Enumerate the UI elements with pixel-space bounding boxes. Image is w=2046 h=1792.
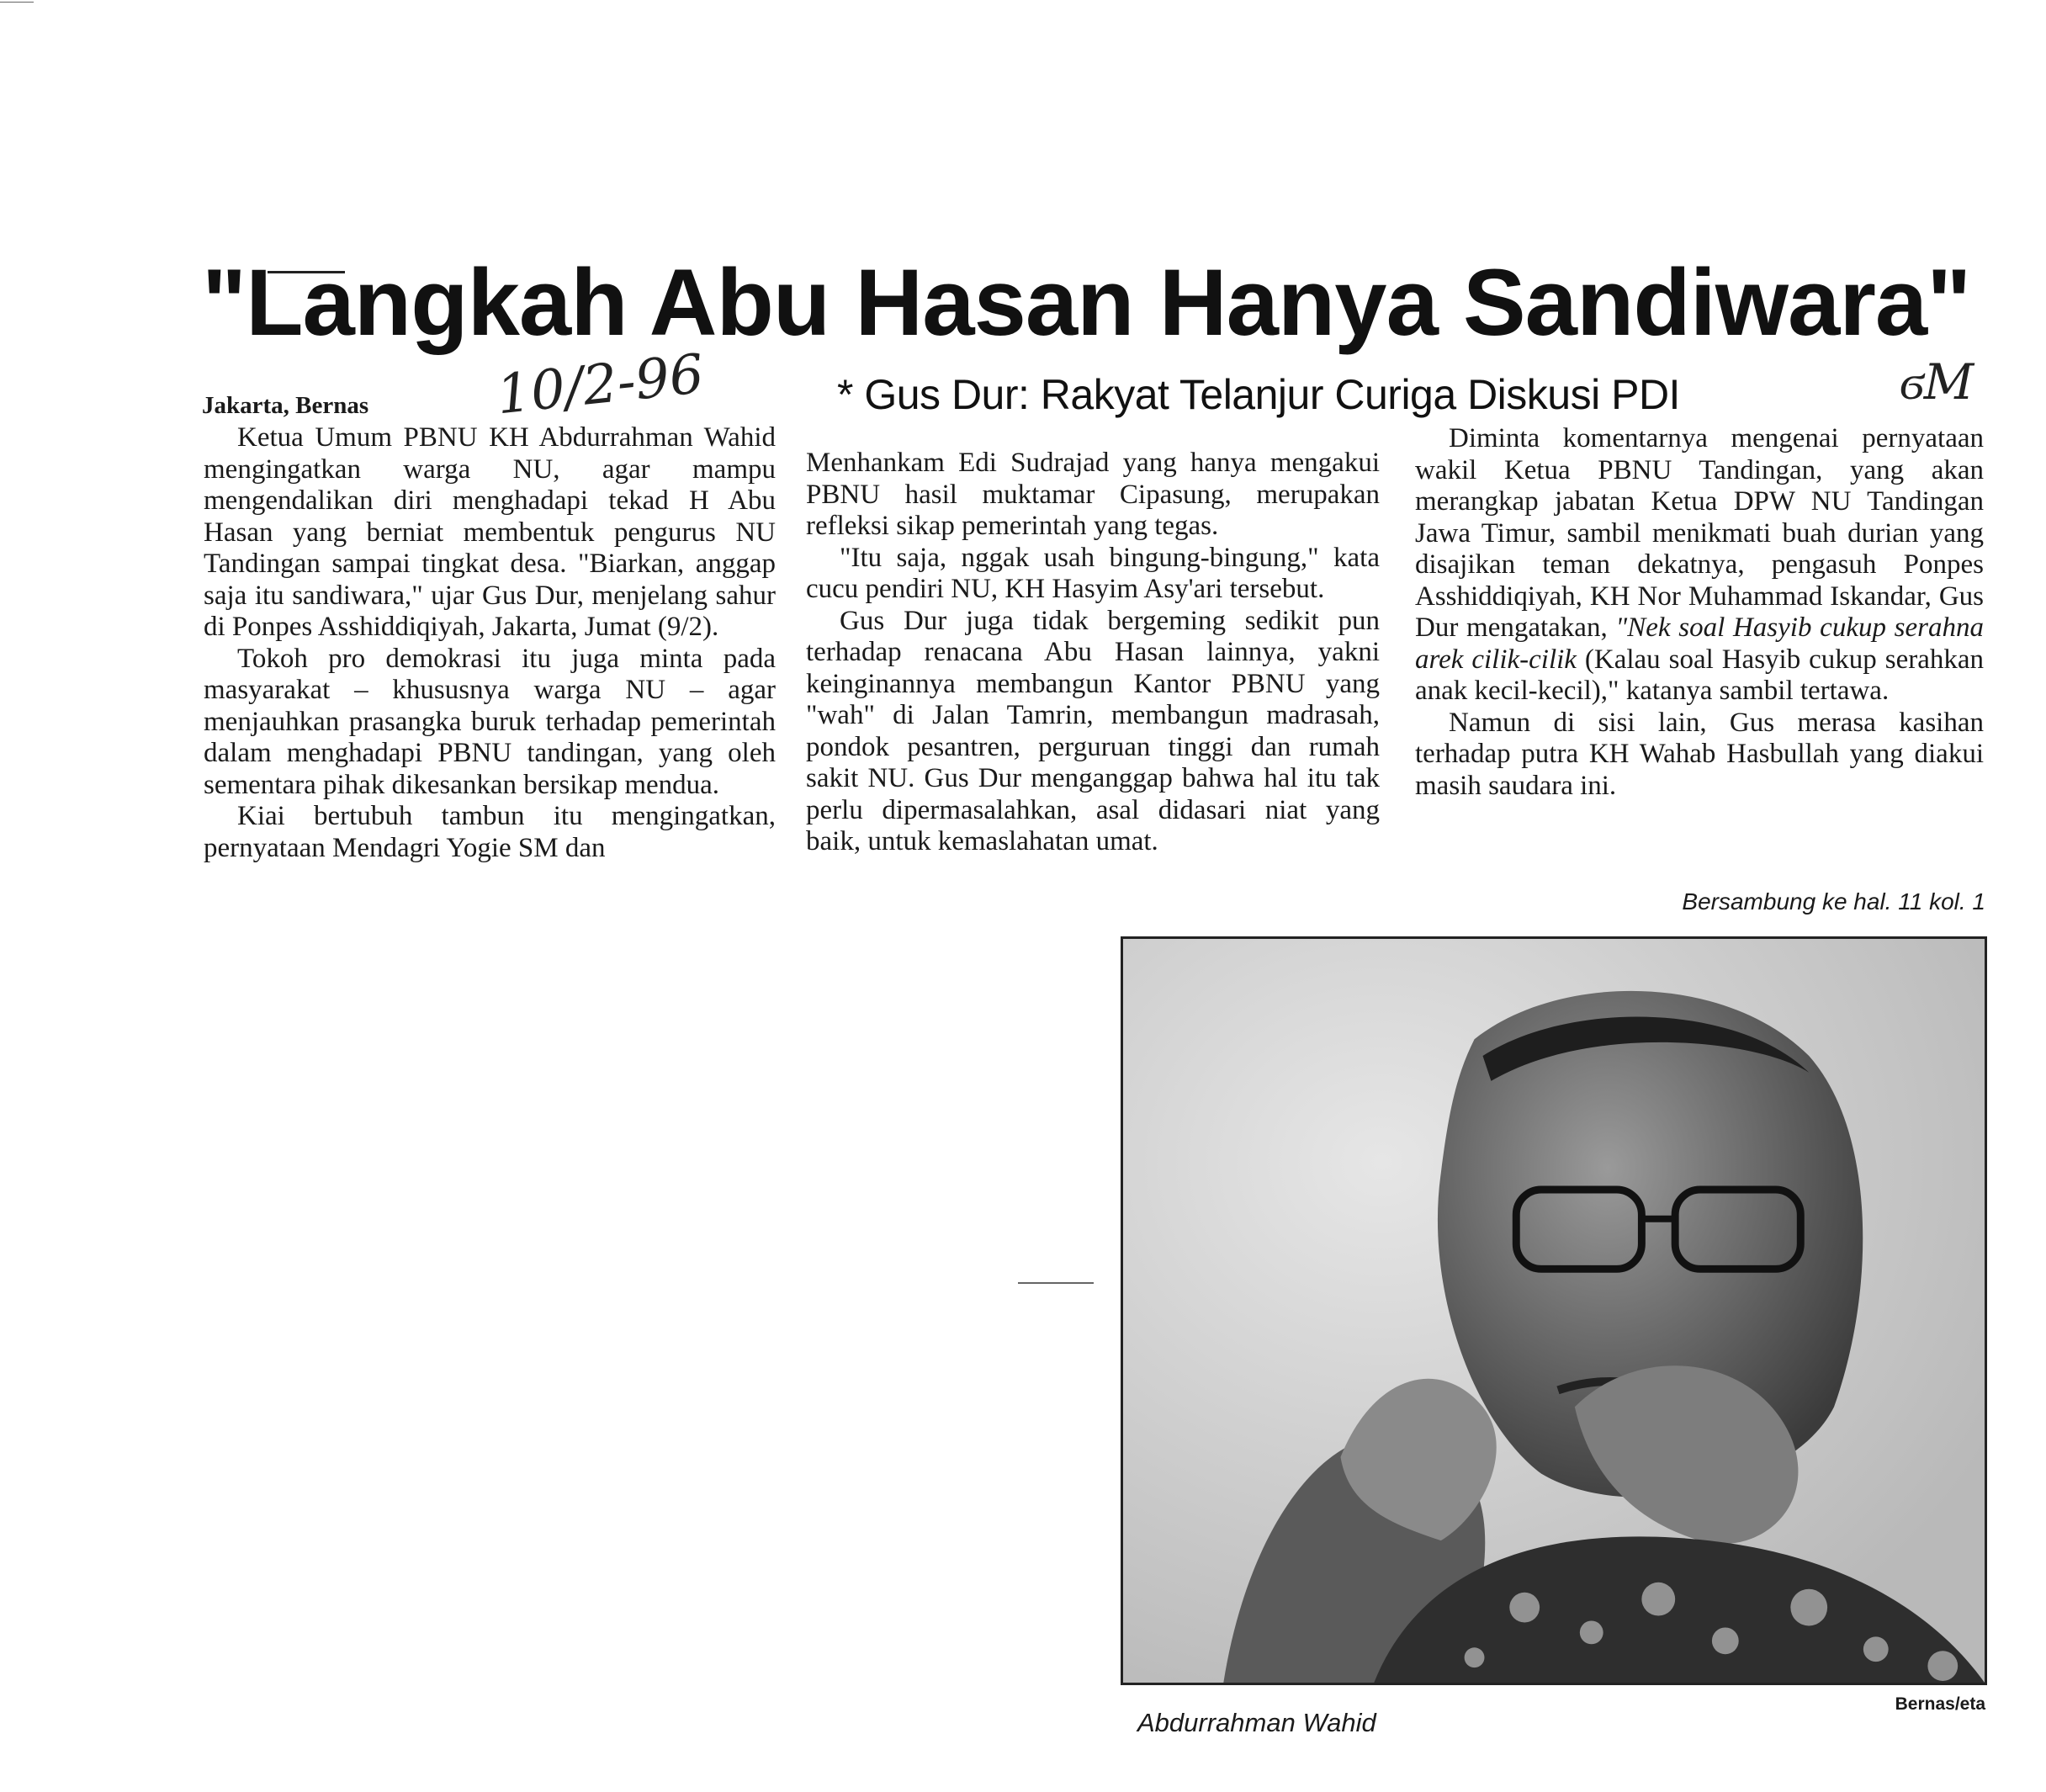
paragraph: Gus Dur juga tidak bergeming sedikit pun terhadap renacana Abu Hasan lainnya, yakni keinginannya membangun Kantor PBNU yang "wah" di Jalan Tamrin, membangun madrasah, pondok pesantren, perguruan tinggi dan rumah sakit NU. Gus Dur menganggap bahwa hal itu tak perlu dipermasalahkan, asal didasari niat yang baik, untuk kemaslahatan umat. bbox=[806, 605, 1380, 856]
continued-note: Bersambung ke hal. 11 kol. 1 bbox=[1682, 888, 1985, 915]
article-column-1 bbox=[204, 422, 776, 864]
photo-credit: Bernas/eta bbox=[1895, 1694, 1985, 1714]
headline: "Langkah Abu Hasan Hanya Sandiwara" bbox=[202, 250, 1971, 355]
quote-translation: (Kalau soal Hasyib cukup serahkan anak kecil-kecil)," katanya sambil tertawa. bbox=[1415, 644, 1985, 706]
scan-artifact bbox=[0, 2, 34, 3]
handwritten-date: 10/2-96 bbox=[493, 342, 708, 427]
paragraph: Menhankam Edi Sudrajad yang hanya mengakui PBNU hasil muktamar Cipasung, merupakan refleksi sikap pemerintah yang tegas. bbox=[806, 448, 1380, 541]
paragraph: Kiai bertubuh tambun itu mengingatkan, pernyataan Mendagri Yogie SM dan bbox=[204, 801, 776, 863]
subheadline: * Gus Dur: Rakyat Telanjur Curiga Diskusi PDI bbox=[837, 371, 1680, 418]
article-column-3 bbox=[1415, 423, 1984, 802]
paragraph: Tokoh pro demokrasi itu juga minta pada masyarakat – khususnya warga NU – agar menjauhkan prasangka buruk terhadap pemerintah dalam menghadapi PBNU tandingan, yang oleh sementara pihak dikesankan bersikap mendua. bbox=[204, 643, 776, 800]
paragraph-text: Diminta komentarnya mengenai pernyataan wakil Ketua PBNU Tandingan, yang akan merangkap jabatan Ketua DPW NU Tandingan Jawa Timur, sambil menikmati buah durian yang disajikan teman dekatnya, pengasuh Ponpes Asshiddiqiyah, KH Nor Muhammad Iskandar, Gus Dur mengatakan, bbox=[1415, 423, 1984, 643]
portrait-illustration bbox=[1123, 939, 1985, 1683]
dateline: Jakarta, Bernas bbox=[202, 392, 369, 419]
quote-italic: "Nek soal Hasyib cukup serahna arek cilik-cilik bbox=[1415, 612, 1984, 675]
photo-caption: Abdurrahman Wahid bbox=[1137, 1708, 1376, 1737]
paragraph: Namun di sisi lain, Gus merasa kasihan terhadap putra KH Wahab Hasbullah yang diakui masih saudara ini. bbox=[1415, 707, 1984, 801]
portrait-photo bbox=[1121, 936, 1987, 1685]
handwritten-mark: ϭM bbox=[1900, 353, 1974, 411]
article-column-2 bbox=[806, 448, 1380, 858]
paragraph bbox=[1415, 423, 1984, 708]
paragraph: Ketua Umum PBNU KH Abdurrahman Wahid mengingatkan warga NU, agar mampu mengendalikan diri menghadapi tekad H Abu Hasan yang berniat membentuk pengurus NU Tandingan sampai tingkat desa. "Biarkan, anggap saja itu sandiwara," ujar Gus Dur, menjelang sahur di Ponpes Asshiddiqiyah, Jakarta, Jumat (9/2). bbox=[204, 422, 776, 642]
scan-artifact bbox=[1018, 1282, 1094, 1284]
paragraph: "Itu saja, nggak usah bingung-bingung," kata cucu pendiri NU, KH Hasyim Asy'ari tersebut. bbox=[806, 542, 1380, 604]
